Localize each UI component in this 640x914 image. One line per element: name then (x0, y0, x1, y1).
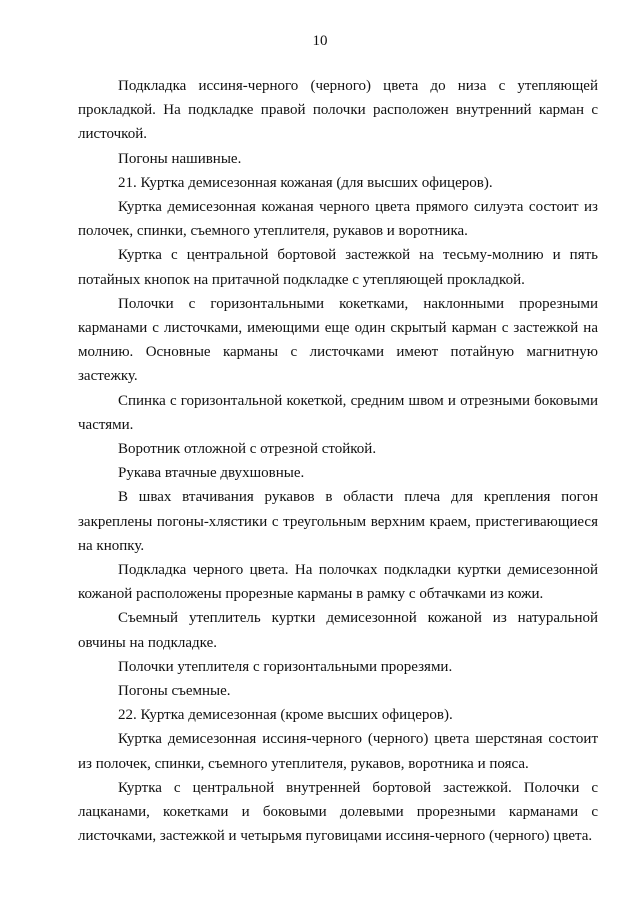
paragraph: В швах втачивания рукавов в области плеча для крепления погон закреплены погоны-хлястики с треугольным верхним краем, пристегивающиеся на кнопку. (78, 489, 598, 554)
document-body (78, 74, 598, 849)
section-heading: 21. Куртка демисезонная кожаная (для высших офицеров). (118, 174, 493, 191)
paragraph: Куртка демисезонная иссиня-черного (черного) цвета шерстяная состоит из полочек, спинки, съемного утеплителя, рукавов, воротника и пояса. (78, 731, 598, 772)
paragraph: Подкладка черного цвета. На полочках подкладки куртки демисезонной кожаной расположены прорезные карманы в рамку с обтачками из кожи. (78, 562, 598, 603)
paragraph: Куртка с центральной бортовой застежкой на тесьму-молнию и пять потайных кнопок на притачной подкладке с утепляющей прокладкой. (78, 247, 598, 288)
paragraph: Подкладка иссиня-черного (черного) цвета до низа с утепляющей прокладкой. На подкладке правой полочки расположен внутренний карман с листочкой. (78, 78, 598, 143)
paragraph: Съемный утеплитель куртки демисезонной кожаной из натуральной овчины на подкладке. (78, 610, 598, 651)
paragraph: Куртка демисезонная кожаная черного цвета прямого силуэта состоит из полочек, спинки, съемного утеплителя, рукавов и воротника. (78, 199, 598, 240)
paragraph: Куртка с центральной внутренней бортовой застежкой. Полочки с лацканами, кокетками и боковыми долевыми прорезными карманами с листочками, застежкой и четырьмя пуговицами иссиня-черного (черного) цвета. (78, 779, 598, 845)
paragraph: Полочки с горизонтальными кокетками, наклонными прорезными карманами с листочками, имеющими еще один скрытый карман с застежкой на молнию. Основные карманы с листочками имеют потайную магнитную застежку. (78, 295, 598, 385)
page-number: 10 (312, 33, 328, 49)
section-heading: 22. Куртка демисезонная (кроме высших офицеров). (118, 707, 453, 724)
paragraph: Погоны съемные. (118, 683, 231, 700)
paragraph: Воротник отложной с отрезной стойкой. (118, 441, 377, 458)
paragraph: Рукава втачные двухшовные. (118, 465, 305, 482)
paragraph: Погоны нашивные. (118, 150, 242, 167)
paragraph: Спинка с горизонтальной кокеткой, средним швом и отрезными боковыми частями. (78, 392, 598, 433)
paragraph: Полочки утеплителя с горизонтальными прорезями. (118, 658, 453, 675)
